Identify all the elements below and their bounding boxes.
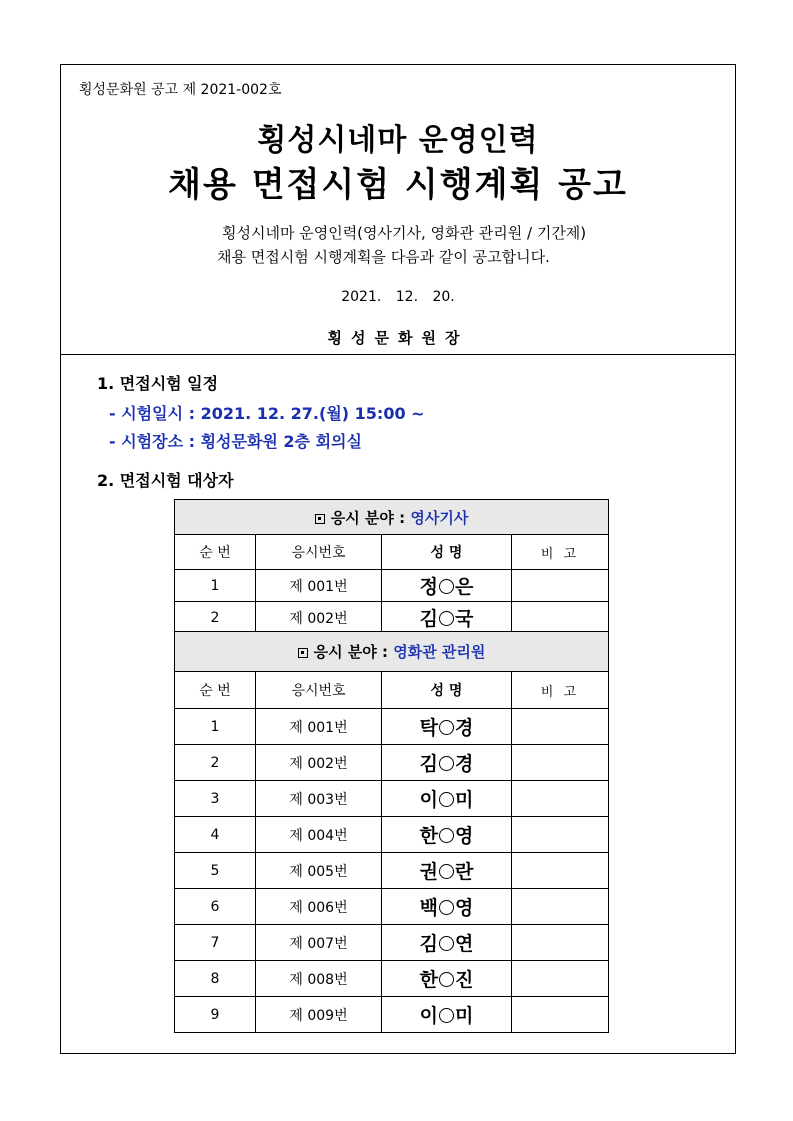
masked-circle-icon: [439, 579, 454, 594]
col-remark: 비 고: [512, 535, 609, 570]
cell-name: [382, 781, 512, 817]
table-row: [175, 781, 609, 817]
cell-name: [382, 889, 512, 925]
name-first: 한: [419, 825, 438, 847]
table-row: [175, 925, 609, 961]
exam-datetime: - 시험일시 : 2021. 12. 27.(월) 15:00 ~: [109, 404, 425, 423]
cell-remark: [512, 925, 609, 961]
name-first: 정: [419, 576, 438, 598]
name-first: 김: [419, 608, 438, 630]
table-row: [175, 602, 609, 634]
cell-remark: [512, 781, 609, 817]
title-line-1: 횡성시네마 운영인력: [257, 123, 539, 158]
field-prefix: 응시 분야 :: [313, 643, 394, 661]
col-exam-no: 응시번호: [256, 535, 382, 570]
cell-seq: 8: [175, 961, 256, 997]
cell-seq: 2: [175, 602, 256, 634]
table-category-row: [175, 632, 609, 672]
cell-remark: [512, 745, 609, 781]
col-remark: 비 고: [512, 672, 609, 709]
name-first: 이: [419, 1005, 438, 1027]
cell-name: [382, 925, 512, 961]
intro-text: [217, 221, 587, 269]
name-last: 은: [455, 576, 474, 598]
cell-seq: 1: [175, 709, 256, 745]
table-row: [175, 889, 609, 925]
masked-circle-icon: [439, 936, 454, 951]
cell-name: [382, 817, 512, 853]
table-row: [175, 961, 609, 997]
name-first: 탁: [419, 717, 438, 739]
square-bullet-icon: [315, 514, 325, 524]
table-theater-manager: [174, 631, 609, 1033]
notice-date: 2021. 12. 20.: [341, 289, 455, 305]
section-1-heading: 1. 면접시험 일정: [97, 374, 219, 393]
table-row: [175, 817, 609, 853]
cell-exam-no: 제 001번: [256, 570, 382, 602]
name-last: 란: [455, 861, 474, 883]
masked-circle-icon: [439, 972, 454, 987]
masked-circle-icon: [439, 611, 454, 626]
cell-remark: [512, 853, 609, 889]
cell-exam-no: 제 008번: [256, 961, 382, 997]
cell-remark: [512, 709, 609, 745]
field-prefix: 응시 분야 :: [330, 508, 411, 527]
section-2-heading: 2. 면접시험 대상자: [97, 471, 234, 490]
table-row: [175, 570, 609, 602]
cell-exam-no: 제 006번: [256, 889, 382, 925]
cell-remark: [512, 817, 609, 853]
square-bullet-icon: [298, 648, 308, 658]
cell-exam-no: 제 005번: [256, 853, 382, 889]
cell-seq: 9: [175, 997, 256, 1033]
intro-line-1: 횡성시네마 운영인력(영사기사, 영화관 관리원 / 기간제): [222, 224, 587, 242]
table-category: [175, 500, 609, 535]
masked-circle-icon: [439, 900, 454, 915]
cell-exam-no: 제 001번: [256, 709, 382, 745]
name-last: 영: [455, 897, 474, 919]
masked-circle-icon: [439, 864, 454, 879]
name-last: 국: [455, 608, 474, 630]
cell-name: [382, 961, 512, 997]
cell-name: [382, 602, 512, 634]
table-category-row: [175, 500, 609, 535]
field-name: 영사기사: [410, 508, 469, 527]
table-header-row: [175, 535, 609, 570]
signer: 횡성문화원장: [327, 329, 469, 347]
title-line-2: 채용 면접시험 시행계획 공고: [168, 165, 628, 205]
name-first: 백: [419, 897, 438, 919]
table-row: [175, 709, 609, 745]
cell-remark: [512, 961, 609, 997]
notice-header: [61, 65, 735, 355]
exam-place: - 시험장소 : 횡성문화원 2층 회의실: [109, 432, 362, 451]
col-seq: 순 번: [175, 672, 256, 709]
table-row: [175, 745, 609, 781]
field-name: 영화관 관리원: [393, 643, 486, 661]
notice-frame: [60, 64, 736, 1054]
cell-remark: [512, 602, 609, 634]
table-row: [175, 997, 609, 1033]
table-row: [175, 853, 609, 889]
masked-circle-icon: [439, 828, 454, 843]
name-first: 김: [419, 933, 438, 955]
cell-exam-no: 제 002번: [256, 602, 382, 634]
cell-name: [382, 709, 512, 745]
cell-name: [382, 570, 512, 602]
masked-circle-icon: [439, 792, 454, 807]
cell-seq: 7: [175, 925, 256, 961]
table-projectionist: [174, 499, 609, 634]
intro-line-2: 채용 면접시험 시행계획을 다음과 같이 공고합니다.: [217, 248, 550, 266]
name-first: 한: [419, 969, 438, 991]
name-last: 진: [455, 969, 474, 991]
name-first: 김: [419, 753, 438, 775]
cell-seq: 6: [175, 889, 256, 925]
name-first: 이: [419, 789, 438, 811]
col-exam-no: 응시번호: [256, 672, 382, 709]
table-category: [175, 632, 609, 672]
cell-exam-no: 제 003번: [256, 781, 382, 817]
table-header-row: [175, 672, 609, 709]
masked-circle-icon: [439, 720, 454, 735]
name-last: 미: [455, 789, 474, 811]
cell-seq: 2: [175, 745, 256, 781]
notice-number: 횡성문화원 공고 제 2021-002호: [79, 82, 282, 98]
col-name: 성 명: [382, 672, 512, 709]
cell-exam-no: 제 002번: [256, 745, 382, 781]
cell-exam-no: 제 007번: [256, 925, 382, 961]
name-last: 연: [455, 933, 474, 955]
cell-name: [382, 997, 512, 1033]
col-name: 성 명: [382, 535, 512, 570]
cell-seq: 4: [175, 817, 256, 853]
masked-circle-icon: [439, 756, 454, 771]
name-first: 권: [419, 861, 438, 883]
cell-exam-no: 제 004번: [256, 817, 382, 853]
cell-remark: [512, 570, 609, 602]
cell-remark: [512, 997, 609, 1033]
cell-name: [382, 853, 512, 889]
name-last: 미: [455, 1005, 474, 1027]
name-last: 경: [455, 717, 474, 739]
masked-circle-icon: [439, 1008, 454, 1023]
cell-seq: 3: [175, 781, 256, 817]
cell-seq: 5: [175, 853, 256, 889]
name-last: 경: [455, 753, 474, 775]
cell-seq: 1: [175, 570, 256, 602]
name-last: 영: [455, 825, 474, 847]
cell-remark: [512, 889, 609, 925]
cell-exam-no: 제 009번: [256, 997, 382, 1033]
cell-name: [382, 745, 512, 781]
col-seq: 순 번: [175, 535, 256, 570]
